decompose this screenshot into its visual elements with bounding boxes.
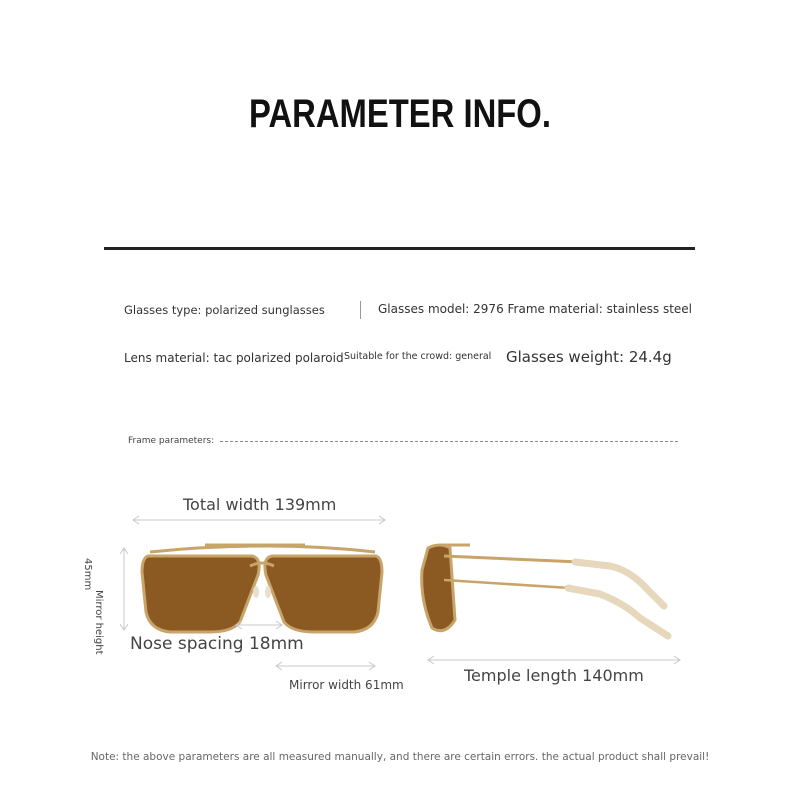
temple-length-label: Temple length 140mm xyxy=(464,666,644,685)
nose-spacing-label: Nose spacing 18mm xyxy=(130,634,304,654)
mirror-width-arrow xyxy=(276,662,375,670)
mirror-width-label: Mirror width 61mm xyxy=(289,678,404,692)
nose-spacing-arrow xyxy=(236,621,282,629)
page-title: PARAMETER INFO. xyxy=(249,92,551,136)
spec-crowd: Suitable for the crowd: general xyxy=(344,351,492,362)
temple-length-arrow xyxy=(428,656,680,664)
spec-lens-material: Lens material: tac polarized polaroid xyxy=(124,351,344,365)
mirror-height-label: Mirror height xyxy=(93,590,104,655)
total-width-label: Total width 139mm xyxy=(183,495,337,514)
spec-model-material: Glasses model: 2976 Frame material: stainless steel xyxy=(378,302,693,316)
side-view-glasses xyxy=(422,545,668,636)
mirror-height-value: 45mm xyxy=(82,558,93,591)
spec-glasses-type: Glasses type: polarized sunglasses xyxy=(124,303,325,317)
spec-weight: Glasses weight: 24.4g xyxy=(506,348,672,366)
frame-parameters-label: Frame parameters: xyxy=(128,436,215,446)
total-width-arrow xyxy=(133,516,385,524)
front-view-glasses xyxy=(142,545,382,632)
mirror-height-arrow xyxy=(120,548,128,630)
disclaimer-note: Note: the above parameters are all measured manually, and there are certain errors. the actual product shall prevail! xyxy=(90,751,710,763)
